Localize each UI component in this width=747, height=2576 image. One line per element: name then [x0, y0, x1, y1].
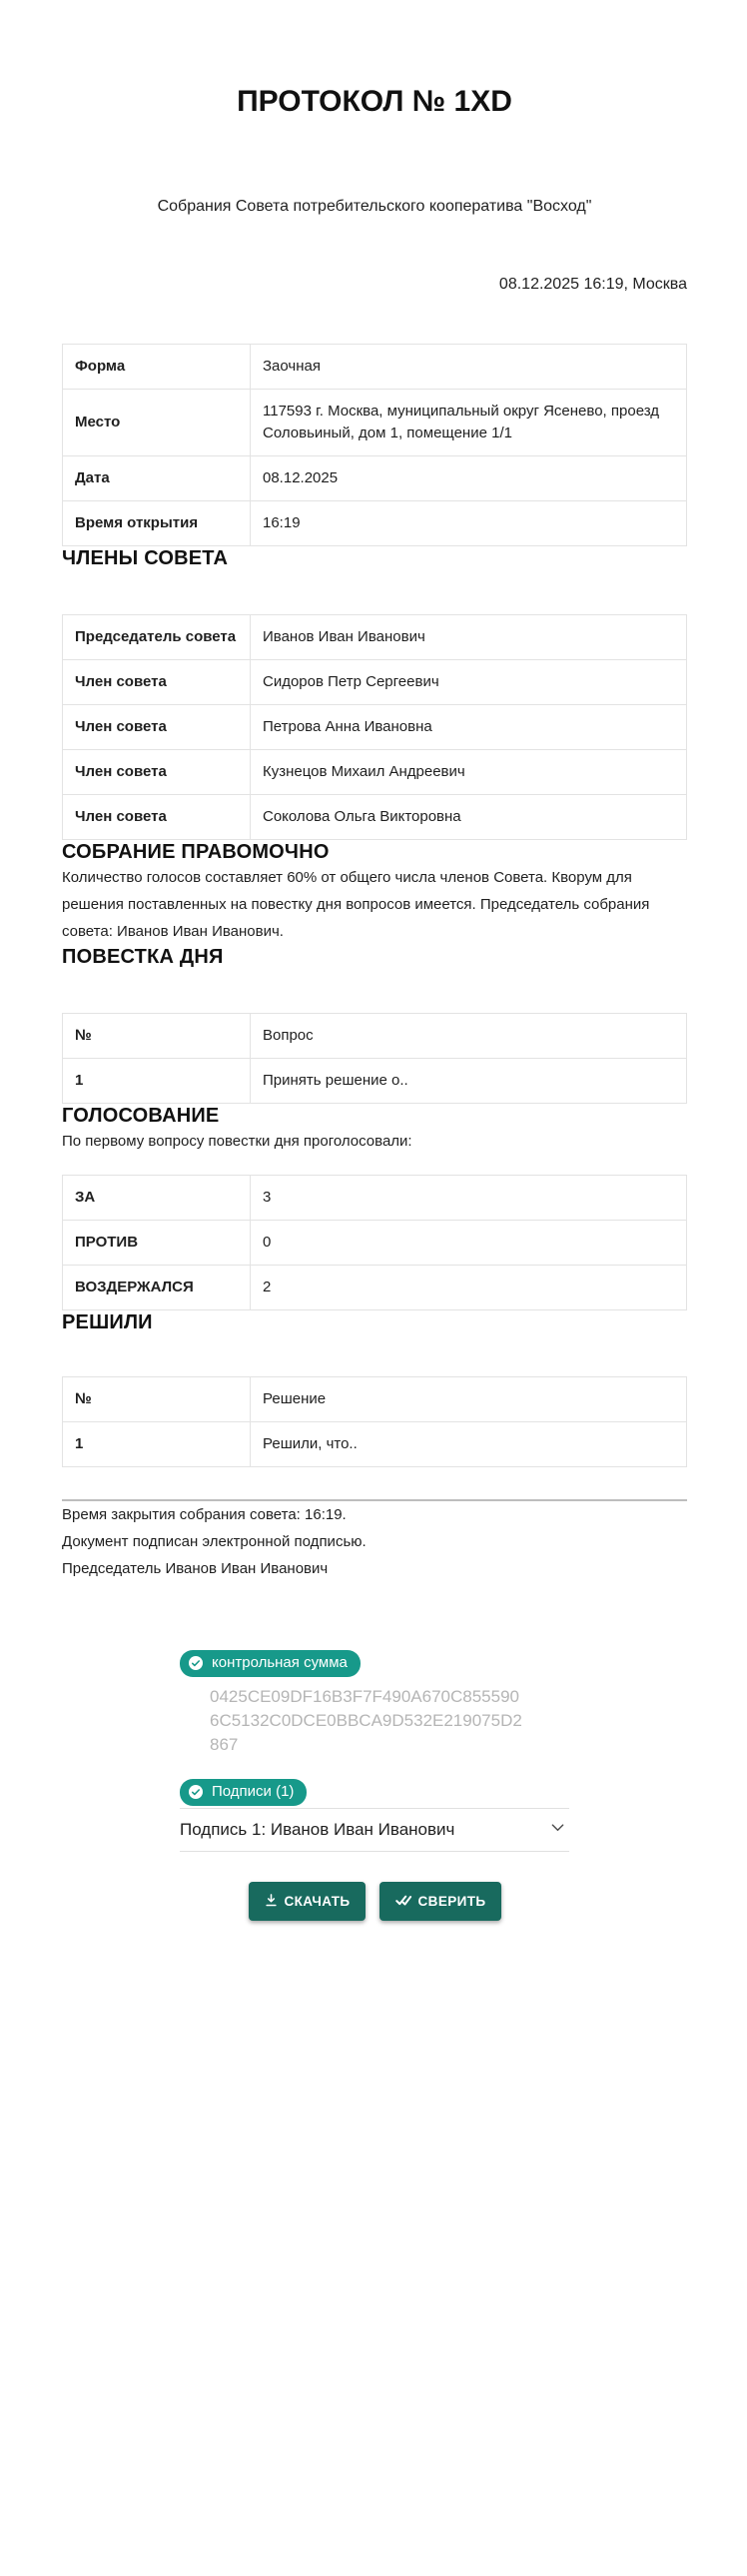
signature-item-label: Подпись 1: Иванов Иван Иванович — [180, 1820, 455, 1839]
signature-accordion-item[interactable] — [180, 1809, 569, 1852]
member-name: Кузнецов Михаил Андреевич — [251, 750, 687, 795]
checksum-badge-row — [180, 1650, 569, 1677]
voting-table — [62, 1175, 687, 1310]
member-role: Член совета — [63, 750, 251, 795]
decision-col-num: № — [63, 1377, 251, 1422]
agenda-col-num: № — [63, 1014, 251, 1059]
info-value-mesto: 117593 г. Москва, муниципальный округ Ясенево, проезд Соловьиный, дом 1, помещение 1/1 — [251, 390, 687, 456]
verify-button-label: СВЕРИТЬ — [417, 1894, 486, 1909]
info-value-forma: Заочная — [251, 345, 687, 390]
table-row — [63, 390, 687, 456]
table-row — [63, 660, 687, 705]
signatures-badge-label: Подписи (1) — [212, 1783, 295, 1800]
table-row — [63, 705, 687, 750]
quorum-text: Количество голосов составляет 60% от общего числа членов Совета. Кворум для решения поставленных на повестку дня вопросов имеется. Председатель собрания совета: Иванов Иван Иванович. — [62, 869, 650, 940]
member-name: Соколова Ольга Викторовна — [251, 795, 687, 840]
vote-count-vozderzhalsya: 2 — [251, 1266, 687, 1310]
closing-time-text: Время закрытия собрания совета: 16:19. — [62, 1506, 347, 1523]
checksum-line: 0425CE09DF16B3F7F490A670C855590 — [210, 1687, 520, 1706]
member-name: Петрова Анна Ивановна — [251, 705, 687, 750]
download-icon — [264, 1893, 279, 1911]
decision-row-text: Решили, что.. — [251, 1422, 687, 1467]
chevron-down-icon[interactable] — [548, 1818, 567, 1842]
vote-label-vozderzhalsya: ВОЗДЕРЖАЛСЯ — [63, 1266, 251, 1310]
info-label-data: Дата — [63, 456, 251, 501]
document-page — [0, 84, 747, 2576]
download-button-label: СКАЧАТЬ — [284, 1894, 351, 1909]
decision-row-num: 1 — [63, 1422, 251, 1467]
table-row — [63, 1266, 687, 1310]
table-row — [63, 795, 687, 840]
checksum-badge — [180, 1650, 361, 1677]
table-row — [63, 1059, 687, 1104]
member-name: Иванов Иван Иванович — [251, 615, 687, 660]
members-table — [62, 614, 687, 840]
document-dateline: 08.12.2025 16:19, Москва — [498, 276, 687, 293]
table-row — [63, 1422, 687, 1467]
action-buttons-row — [180, 1882, 569, 1921]
signatures-badge — [180, 1779, 307, 1806]
document-subtitle: Собрания Совета потребительского кооператива "Восход" — [157, 198, 592, 215]
checksum-value — [210, 1685, 569, 1757]
info-value-data: 08.12.2025 — [251, 456, 687, 501]
member-role: Член совета — [63, 660, 251, 705]
info-label-vremya: Время открытия — [63, 501, 251, 546]
table-row — [63, 1176, 687, 1221]
table-row — [63, 1221, 687, 1266]
decision-col-text: Решение — [251, 1377, 687, 1422]
quorum-heading: СОБРАНИЕ ПРАВОМОЧНО — [62, 841, 330, 863]
member-role: Член совета — [63, 705, 251, 750]
member-role: Председатель совета — [63, 615, 251, 660]
verified-seal-icon — [188, 1784, 204, 1800]
checksum-line: 6C5132C0DCE0BBCA9D532E219075D2 — [210, 1711, 522, 1730]
table-header-row — [63, 1377, 687, 1422]
info-value-vremya: 16:19 — [251, 501, 687, 546]
chairman-line-text: Председатель Иванов Иван Иванович — [62, 1560, 329, 1577]
verify-button[interactable] — [379, 1882, 501, 1921]
download-button[interactable] — [249, 1882, 366, 1921]
table-row — [63, 456, 687, 501]
signatures-badge-row — [180, 1779, 569, 1809]
info-label-mesto: Место — [63, 390, 251, 456]
double-check-icon — [394, 1891, 412, 1912]
checksum-line: 867 — [210, 1735, 239, 1754]
vote-label-protiv: ПРОТИВ — [63, 1221, 251, 1266]
checksum-badge-label: контрольная сумма — [212, 1654, 348, 1671]
member-role: Член совета — [63, 795, 251, 840]
agenda-row-question: Принять решение о.. — [251, 1059, 687, 1104]
table-row — [63, 750, 687, 795]
agenda-heading: ПОВЕСТКА ДНЯ — [62, 946, 224, 968]
members-heading: ЧЛЕНЫ СОВЕТА — [62, 547, 229, 569]
decision-table — [62, 1376, 687, 1467]
agenda-table — [62, 1013, 687, 1104]
table-row — [63, 615, 687, 660]
verified-seal-icon — [188, 1655, 204, 1671]
table-row — [63, 345, 687, 390]
vote-count-za: 3 — [251, 1176, 687, 1221]
vote-count-protiv: 0 — [251, 1221, 687, 1266]
agenda-row-num: 1 — [63, 1059, 251, 1104]
page-title: ПРОТОКОЛ № 1XD — [237, 85, 512, 118]
voting-heading: ГОЛОСОВАНИЕ — [62, 1105, 220, 1127]
signed-note-text: Документ подписан электронной подписью. — [62, 1533, 367, 1550]
agenda-col-question: Вопрос — [251, 1014, 687, 1059]
meeting-info-table — [62, 344, 687, 546]
table-row — [63, 501, 687, 546]
signature-widget — [180, 1650, 569, 1921]
voting-intro: По первому вопросу повестки дня проголосовали: — [62, 1133, 412, 1150]
decision-heading: РЕШИЛИ — [62, 1311, 153, 1333]
vote-label-za: ЗА — [63, 1176, 251, 1221]
info-label-forma: Форма — [63, 345, 251, 390]
member-name: Сидоров Петр Сергеевич — [251, 660, 687, 705]
table-header-row — [63, 1014, 687, 1059]
